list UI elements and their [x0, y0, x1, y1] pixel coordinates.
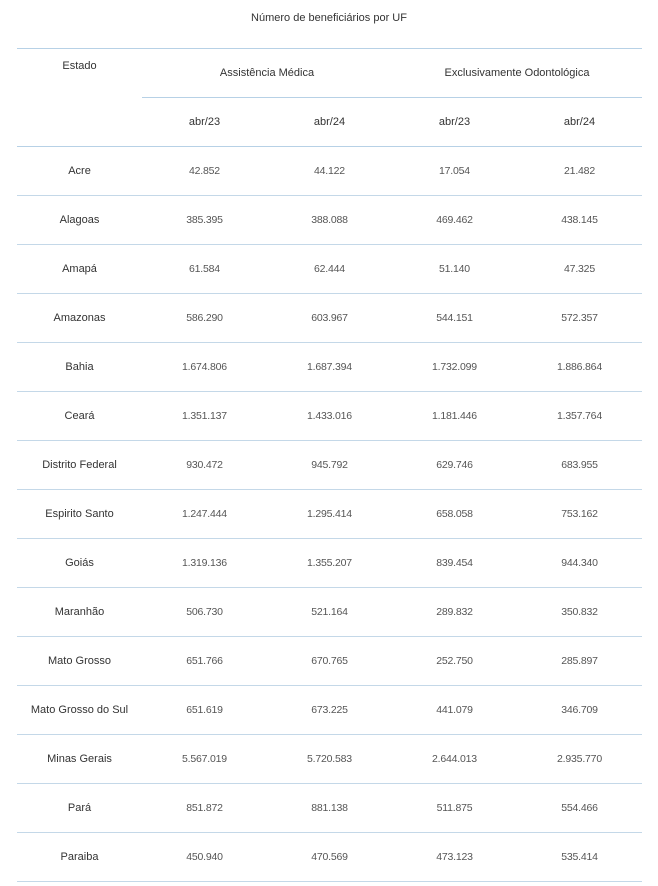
cell-value: 673.225: [267, 686, 392, 735]
header-row-groups: [17, 49, 642, 98]
cell-value: 1.886.864: [517, 343, 642, 392]
cell-value: 44.122: [267, 147, 392, 196]
cell-value: 753.162: [517, 490, 642, 539]
cell-value: 441.079: [392, 686, 517, 735]
cell-value: 544.151: [392, 294, 517, 343]
column-group-exclusivamente-odontologica: Exclusivamente Odontológica: [392, 49, 642, 98]
cell-value: 683.955: [517, 441, 642, 490]
cell-value: 1.295.414: [267, 490, 392, 539]
cell-value: 535.414: [517, 833, 642, 882]
cell-value: 252.750: [392, 637, 517, 686]
cell-estado: Mato Grosso do Sul: [17, 686, 142, 735]
cell-value: 881.138: [267, 784, 392, 833]
cell-value: 1.181.446: [392, 392, 517, 441]
cell-value: 47.325: [517, 245, 642, 294]
cell-value: 1.433.016: [267, 392, 392, 441]
cell-value: 1.351.137: [142, 392, 267, 441]
table-caption: Número de beneficiários por UF: [251, 12, 407, 24]
cell-value: 5.567.019: [142, 735, 267, 784]
cell-value: 658.058: [392, 490, 517, 539]
cell-value: 554.466: [517, 784, 642, 833]
cell-value: 1.732.099: [392, 343, 517, 392]
cell-value: 2.935.770: [517, 735, 642, 784]
cell-value: 851.872: [142, 784, 267, 833]
cell-estado: Alagoas: [17, 196, 142, 245]
cell-value: 1.247.444: [142, 490, 267, 539]
cell-value: 5.720.583: [267, 735, 392, 784]
cell-estado: Ceará: [17, 392, 142, 441]
table-row: [17, 441, 642, 490]
cell-value: 651.766: [142, 637, 267, 686]
cell-estado: Paraiba: [17, 833, 142, 882]
cell-estado: Minas Gerais: [17, 735, 142, 784]
cell-value: 469.462: [392, 196, 517, 245]
column-header-period: abr/24: [517, 98, 642, 147]
cell-value: 346.709: [517, 686, 642, 735]
beneficiaries-table: [17, 48, 642, 882]
cell-value: 285.897: [517, 637, 642, 686]
cell-value: 388.088: [267, 196, 392, 245]
table-row: [17, 147, 642, 196]
cell-estado: Distrito Federal: [17, 441, 142, 490]
table-row: [17, 490, 642, 539]
cell-estado: Maranhão: [17, 588, 142, 637]
cell-value: 521.164: [267, 588, 392, 637]
cell-value: 506.730: [142, 588, 267, 637]
cell-value: 1.357.764: [517, 392, 642, 441]
cell-value: 511.875: [392, 784, 517, 833]
cell-value: 450.940: [142, 833, 267, 882]
cell-value: 470.569: [267, 833, 392, 882]
cell-estado: Amazonas: [17, 294, 142, 343]
table-row: [17, 735, 642, 784]
cell-value: 945.792: [267, 441, 392, 490]
table-row: [17, 784, 642, 833]
cell-value: 385.395: [142, 196, 267, 245]
cell-value: 603.967: [267, 294, 392, 343]
cell-value: 586.290: [142, 294, 267, 343]
cell-estado: Acre: [17, 147, 142, 196]
cell-estado: Amapá: [17, 245, 142, 294]
cell-value: 1.355.207: [267, 539, 392, 588]
table-row: [17, 196, 642, 245]
table-row: [17, 294, 642, 343]
cell-value: 2.644.013: [392, 735, 517, 784]
table-row: [17, 539, 642, 588]
cell-value: 17.054: [392, 147, 517, 196]
table-row: [17, 686, 642, 735]
table-row: [17, 833, 642, 882]
cell-value: 51.140: [392, 245, 517, 294]
cell-value: 21.482: [517, 147, 642, 196]
cell-value: 473.123: [392, 833, 517, 882]
column-header-period: abr/23: [142, 98, 267, 147]
cell-value: 61.584: [142, 245, 267, 294]
column-group-assistencia-medica: Assistência Médica: [142, 49, 392, 98]
cell-value: 350.832: [517, 588, 642, 637]
cell-estado: Pará: [17, 784, 142, 833]
cell-value: 1.319.136: [142, 539, 267, 588]
cell-value: 930.472: [142, 441, 267, 490]
cell-value: 572.357: [517, 294, 642, 343]
cell-value: 1.674.806: [142, 343, 267, 392]
table-body: [17, 147, 642, 882]
cell-estado: Mato Grosso: [17, 637, 142, 686]
table-row: [17, 245, 642, 294]
cell-value: 42.852: [142, 147, 267, 196]
column-header-period: abr/23: [392, 98, 517, 147]
cell-value: 62.444: [267, 245, 392, 294]
cell-value: 670.765: [267, 637, 392, 686]
table-row: [17, 588, 642, 637]
cell-estado: Goiás: [17, 539, 142, 588]
table-row: [17, 637, 642, 686]
cell-value: 944.340: [517, 539, 642, 588]
column-header-period: abr/24: [267, 98, 392, 147]
cell-value: 651.619: [142, 686, 267, 735]
cell-value: 629.746: [392, 441, 517, 490]
table-row: [17, 343, 642, 392]
cell-value: 438.145: [517, 196, 642, 245]
cell-estado: Espirito Santo: [17, 490, 142, 539]
cell-value: 1.687.394: [267, 343, 392, 392]
cell-value: 839.454: [392, 539, 517, 588]
table-row: [17, 392, 642, 441]
cell-estado: Bahia: [17, 343, 142, 392]
column-header-estado: Estado: [17, 49, 142, 147]
table-header: [17, 49, 642, 147]
cell-value: 289.832: [392, 588, 517, 637]
